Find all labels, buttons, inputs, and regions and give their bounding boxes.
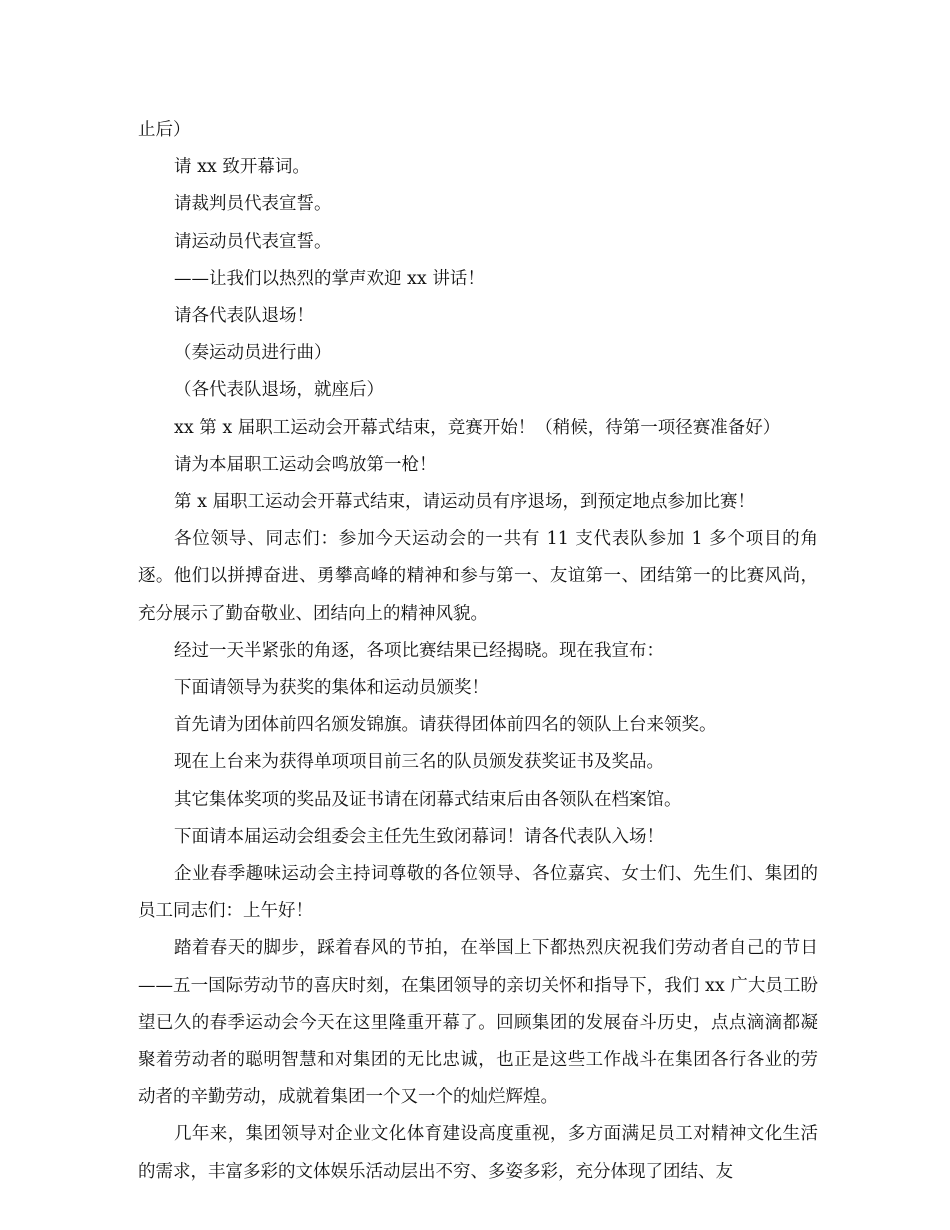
paragraph: 第 x 届职工运动会开幕式结束，请运动员有序退场，到预定地点参加比赛！ xyxy=(174,492,755,513)
paragraph: 请各代表队退场！ xyxy=(174,306,314,327)
paragraph: 请裁判员代表宣誓。 xyxy=(174,194,332,215)
document-body xyxy=(138,112,818,1191)
paragraph: 首先请为团体前四名颁发锦旗。请获得团体前四名的领队上台来领奖。 xyxy=(174,715,717,736)
paragraph: 下面请本届运动会组委会主任先生致闭幕词！请各代表队入场！ xyxy=(174,826,664,847)
paragraph: 下面请领导为获奖的集体和运动员颁奖！ xyxy=(174,678,489,699)
paragraph: 企业春季趣味运动会主持词尊敬的各位领导、各位嘉宾、女士们、先生们、集团的员工同志们：上午好！ xyxy=(138,864,818,922)
paragraph: 踏着春天的脚步，踩着春风的节拍，在举国上下都热烈庆祝我们劳动者自己的节日——五一国际劳动节的喜庆时刻，在集团领导的亲切关怀和指导下，我们 xx 广大员工盼望已久的春季运动会今天在这里隆重开幕了。回顾集团的发展奋斗历史，点点滴滴都凝聚着劳动者的聪明智慧和对集团的无比忠诚，也正是这些工作战斗在集团各行各业的劳动者的辛勤劳动，成就着集团一个又一个的灿烂辉煌。 xyxy=(138,938,818,1108)
paragraph: 各位领导、同志们：参加今天运动会的一共有 11 支代表队参加 1 多个项目的角逐。他们以拼搏奋进、勇攀高峰的精神和参与第一、友谊第一、团结第一的比赛风尚，充分展示了勤奋敬业、团结向上的精神风貌。 xyxy=(138,529,818,624)
paragraph: 几年来，集团领导对企业文化体育建设高度重视，多方面满足员工对精神文化生活的需求，丰富多彩的文体娱乐活动层出不穷、多姿多彩，充分体现了团结、友 xyxy=(138,1124,818,1182)
paragraph: （各代表队退场，就座后） xyxy=(174,380,384,401)
paragraph: 经过一天半紧张的角逐，各项比赛结果已经揭晓。现在我宣布： xyxy=(174,640,664,661)
paragraph: 请 xx 致开幕词。 xyxy=(174,157,310,178)
paragraph: 止后） xyxy=(138,120,191,140)
paragraph: xx 第 x 届职工运动会开幕式结束，竞赛开始！（稍候，待第一项径赛准备好） xyxy=(174,417,781,438)
paragraph: 请为本届职工运动会鸣放第一枪！ xyxy=(174,454,437,475)
paragraph: （奏运动员进行曲） xyxy=(174,343,332,364)
paragraph: 请运动员代表宣誓。 xyxy=(174,231,332,252)
paragraph: ——让我们以热烈的掌声欢迎 xx 讲话！ xyxy=(174,268,485,289)
paragraph: 其它集体奖项的奖品及证书请在闭幕式结束后由各领队在档案馆。 xyxy=(174,789,682,810)
paragraph: 现在上台来为获得单项项目前三名的队员颁发获奖证书及奖品。 xyxy=(174,752,664,773)
